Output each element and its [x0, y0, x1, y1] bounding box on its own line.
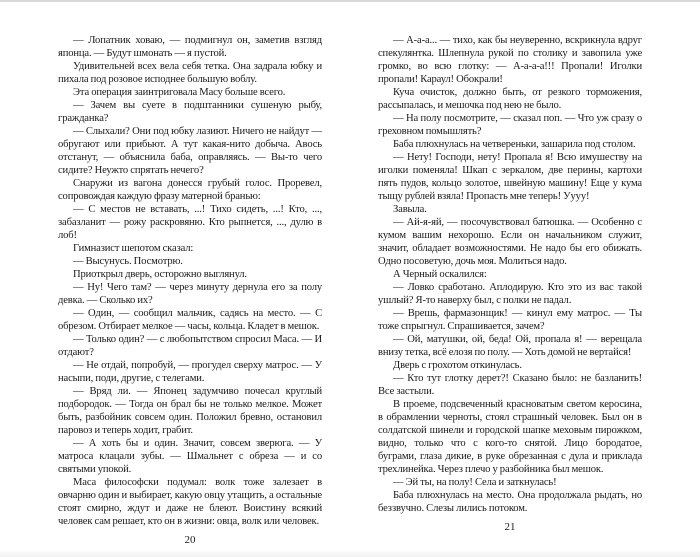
paragraph: А Черный оскалился:: [393, 269, 487, 280]
paragraph: Приоткрыл дверь, осторожно выглянул.: [73, 269, 247, 280]
scan-top-edge: [0, 0, 700, 2]
paragraph: Баба плюхнулась на место. Она продолжала рыдать, но беззвучно. Слезы лились потоком.: [378, 490, 642, 514]
paragraph: Завыла.: [393, 204, 427, 215]
paragraph: Куча очисток, должно быть, от резкого торможения, рассыпалась, и мешочка под нею не было.: [378, 87, 642, 111]
page-number-left: 20: [184, 534, 196, 546]
paragraph: — Ловко сработано. Аплодирую. Кто это из вас такой ушлый? Я-то наверху был, с полки не падал.: [378, 282, 642, 306]
right-page-text: [378, 34, 642, 515]
paragraph: — Не отдай, попробуй, — прогудел сверху матрос. — У насыпи, поди, другие, с телегами.: [58, 360, 322, 384]
paragraph: — Ну! Чего там? — через минуту дернула его за полу девка. — Сколько их?: [58, 282, 322, 306]
paragraph: — Лопатник ховаю, — подмигнул он, заметив взгляд японца. — Будут шмонать — я пустой.: [58, 35, 322, 59]
paragraph: — А хоть бы и один. Значит, совсем зверюга. — У матроса клацали зубы. — Шмальнет с обреза — и со святыми упокой.: [58, 438, 322, 475]
paragraph: Гимназист шепотом сказал:: [73, 243, 194, 254]
paragraph: — Ой, матушки, ой, беда! Ой, пропала я! — верещала внизу тетка, всё елозя по полу. — Хоть домой не вертайся!: [378, 334, 642, 358]
paragraph: Удивительней всех вела себя тетка. Она задрала юбку и пихала под розовое исподнее большую воблу.: [58, 61, 322, 85]
paragraph: — А-а-а... — тихо, как бы неуверенно, вскрикнула вдруг спекулянтка. Шлепнула рукой по столику и завопила уже громко, во всю глотку: — А-а-а-а!!! Пропали! Иголки пропали! Караул! Обокрали!: [378, 35, 642, 85]
paragraph: — Кто тут глотку дерет?! Сказано было: не базланить! Все застыли.: [378, 373, 642, 397]
paragraph: Маса философски подумал: волк тоже залезает в овчарню один и выбирает, какую овцу утащить, а остальные стоят смирно, ждут и даже не блеют. Воистину всякий человек сам решает, кто он в жизни: овца, волк или человек.: [58, 477, 322, 527]
paragraph: В проеме, подсвеченный красноватым светом керосина, в обрамлении черноты, стоял страшный человек. Был он в солдатской шинели и городской шапке меховым пирожком, видно, только что с кого-то снятой. Лицо бородатое, буграми, глаза дикие, в руке обрезанная с дула и приклада трехлинейка. Через плечо у разбойника был мешок.: [378, 399, 642, 475]
paragraph: — Эй ты, на полу! Села и заткнулась!: [393, 477, 557, 488]
paragraph: — Ай-я-яй, — посочувствовал батюшка. — Особенно с кумом вашим нехорошо. Если он начальником служит, значит, обладает возможностями. Не надо бы его обижать. Одно посоветую, дочь моя. Молиться надо.: [378, 217, 642, 267]
paragraph: Баба плюхнулась на четвереньки, зашарила под столом.: [393, 139, 636, 150]
page-number-right: 21: [504, 521, 516, 533]
paragraph: Снаружи из вагона донесся грубый голос. Проревел, сопровождая каждую фразу матерной бранью:: [58, 178, 322, 202]
paragraph: Дверь с грохотом откинулась.: [393, 360, 522, 371]
left-page-text: [58, 34, 322, 528]
paragraph: — Один, — сообщил мальчик, садясь на место. — С обрезом. Отбирает мелкое — часы, кольца. Кладет в мешок.: [58, 308, 322, 332]
paragraph: Эта операция заинтриговала Масу больше всего.: [73, 87, 286, 98]
paragraph: — С местов не вставать, ...! Тихо сидеть, ...! Кто, ..., забазланит — рожу раскровяню. Кто рыпнется, ..., дулю в лоб!: [58, 204, 322, 241]
paragraph: — Слыхали? Они под юбку лазиют. Ничего не найдут — обругают или прибьют. А тут какая-нито добыча. Авось отстанут, — объяснила баба, оправляясь. — Вы-то чего сидите? Неужто спрятать нечего?: [58, 126, 322, 176]
scan-bottom-edge: [0, 550, 700, 557]
paragraph: — Только один? — с любопытством спросил Маса. — И отдают?: [58, 334, 322, 358]
paragraph: — Зачем вы суете в подштанники сушеную рыбу, гражданка?: [58, 100, 322, 124]
paragraph: — Вряд ли. — Японец задумчиво почесал круглый подбородок. — Тогда он брал бы не только мелкое. Может быть, разбойник совсем один. Положил бревно, остановил паровоз и теперь ходит, грабит.: [58, 386, 322, 436]
paragraph: — На полу посмотрите, — сказал поп. — Что уж сразу о греховном помышлять?: [378, 113, 642, 137]
paragraph: — Врешь, фармазонщик! — кинул ему матрос. — Ты тоже спрыгнул. Спрашивается, зачем?: [378, 308, 642, 332]
paragraph: — Высунусь. Посмотрю.: [73, 256, 183, 267]
paragraph: — Нету! Господи, нету! Пропала я! Всю имушеству на иголки поменяла! Шкап с зеркалом, две перины, картохи пять пудов, кольцо золотое, швейную машину! Еще у кума тыщу рублей взяла! Пропасть мне теперь! Уууу!: [378, 152, 642, 202]
